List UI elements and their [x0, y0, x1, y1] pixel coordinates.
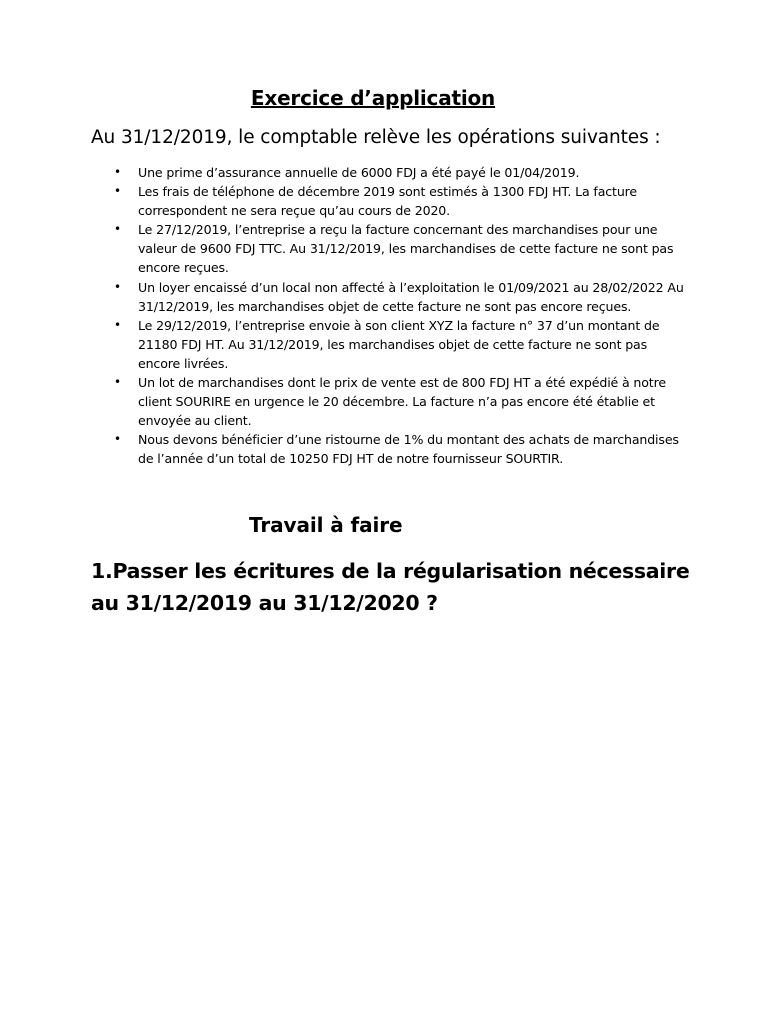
list-item — [91, 278, 691, 316]
intro-text: Au 31/12/2019, le comptable relève les opérations suivantes : — [91, 127, 661, 148]
operation-text: Un lot de marchandises dont le prix de vente est de 800 FDJ HT a été expédié à notre client SOURIRE en urgence le 20 décembre. La facture n’a pas encore été établie et envoyée au client. — [138, 375, 666, 429]
operations-list — [91, 163, 691, 469]
list-item — [91, 163, 691, 182]
operation-text: Le 27/12/2019, l’entreprise a reçu la facture concernant des marchandises pour une valeur de 9600 FDJ TTC. Au 31/12/2019, les marchandises de cette facture ne sont pas encore reçues. — [138, 222, 674, 276]
section-heading: Travail à faire — [249, 513, 403, 537]
list-item — [91, 373, 691, 430]
list-item — [91, 182, 691, 220]
list-item — [91, 430, 691, 468]
operation-text: Une prime d’assurance annuelle de 6000 FDJ a été payé le 01/04/2019. — [138, 165, 580, 180]
document-title: Exercice d’application — [250, 86, 496, 110]
bullet-icon: • — [114, 184, 121, 199]
bullet-icon: • — [114, 375, 121, 390]
operation-text: Le 29/12/2019, l’entreprise envoie à son client XYZ la facture n° 37 d’un montant de 21180 FDJ HT. Au 31/12/2019, les marchandises objet de cette facture ne sont pas encore livrées. — [138, 317, 660, 371]
bullet-icon: • — [114, 165, 121, 179]
operation-text: Les frais de téléphone de décembre 2019 sont estimés à 1300 FDJ HT. La facture correspondent ne sera reçue qu’au cours de 2020. — [138, 184, 638, 219]
bullet-icon: • — [114, 279, 121, 294]
bullet-icon: • — [114, 222, 121, 237]
question-text: 1.Passer les écritures de la régularisation nécessaire au 31/12/2019 au 31/12/2020 ? — [91, 559, 690, 615]
bullet-icon: • — [114, 432, 121, 447]
bullet-icon: • — [114, 317, 121, 332]
operation-text: Nous devons bénéficier d’une ristourne de 1% du montant des achats de marchandises de l’année d’un total de 10250 FDJ HT de notre fournisseur SOURTIR. — [138, 432, 679, 467]
list-item — [91, 316, 691, 373]
operation-text: Un loyer encaissé d’un local non affecté à l’exploitation le 01/09/2021 au 28/02/2022 Au 31/12/2019, les marchandises objet de cette facture ne sont pas encore reçues. — [138, 279, 684, 314]
list-item — [91, 220, 691, 277]
